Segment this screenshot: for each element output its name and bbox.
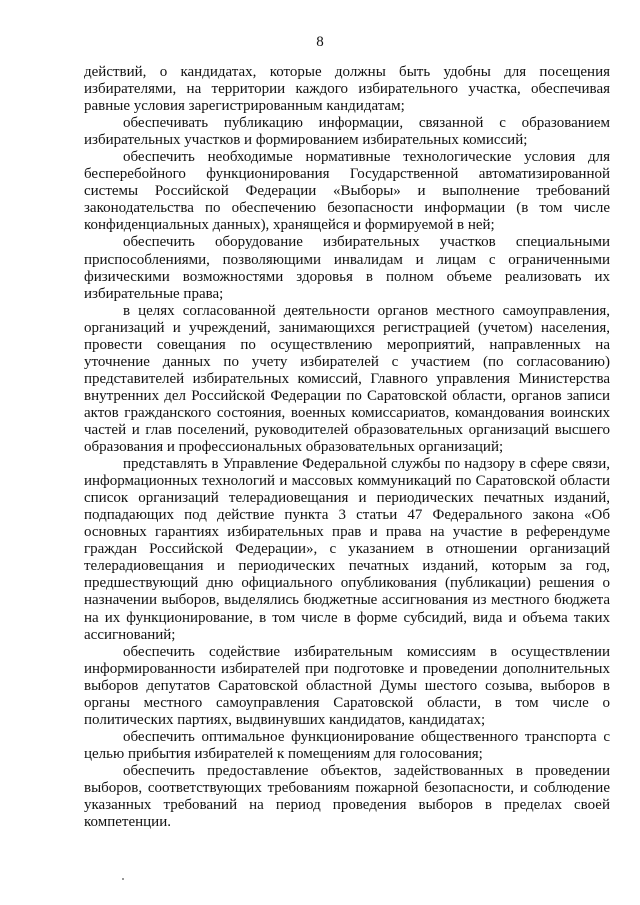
paragraph-media-list: представлять в Управление Федеральной службы по надзору в сфере связи, информационных технологий и массовых коммуникаций по Саратовской области список организаций телерадиовещания и периодических печатных изданий, подпадающих под действие пункта 3 статьи 47 Федерального закона «Об основных гарантиях избирательных прав и права на участие в референдуме граждан Российской Федерации», с указанием в отношении организаций телерадиовещания и периодических печатных изданий, которым за год, предшествующий дню официального опубликования (публикации) решения о назначении выборов, выделялись бюджетные ассигнования из местного бюджета на их функционирование, в том числе в форме субсидий, вида и объема таких ассигнований; xyxy=(84,456,610,643)
paragraph-publication: обеспечивать публикацию информации, связанной с образованием избирательных участков и формированием избирательных комиссий; xyxy=(84,115,610,149)
scan-speck xyxy=(122,878,124,880)
paragraph-public-transport: обеспечить оптимальное функционирование общественного транспорта с целью прибытия избирателей к помещениям для голосования; xyxy=(84,728,610,762)
paragraph-voter-information: обеспечить содействие избирательным комиссиям в осуществлении информированности избирателей при подготовке и проведении дополнительных выборов депутатов Саратовской областной Думы шестого созыва, выборов в органы местного самоуправления Саратовской области, в том числе о политических партиях, выдвинувших кандидатов, кандидатах; xyxy=(84,643,610,728)
paragraph-voter-registration: в целях согласованной деятельности органов местного самоуправления, организаций и учреждений, занимающихся регистрацией (учетом) населения, провести совещания по осуществлению мероприятий, направленных на уточнение данных по учету избирателей с участием (по согласованию) представителей избирательных комиссий, Главного управления Министерства внутренних дел Российской Федерации по Саратовской области, органов записи актов гражданского состояния, военных комиссариатов, командования воинских частей и глав поселений, руководителей образовательных организаций высшего образования и профессиональных образовательных организаций; xyxy=(84,302,610,456)
paragraph-continuation: действий, о кандидатах, которые должны быть удобны для посещения избирателями, на территории каждого избирательного участка, обеспечивая равные условия зарегистрированным кандидатам; xyxy=(84,64,610,115)
page-number: 8 xyxy=(316,34,324,50)
paragraph-gas-vybory: обеспечить необходимые нормативные технологические условия для бесперебойного функционирования Государственной автоматизированной системы Российской Федерации «Выборы» и выполнение требований законодательства по обеспечению безопасности информации (в том числе конфиденциальных данных), хранящейся и формируемой в ней; xyxy=(84,149,610,234)
paragraph-fire-safety: обеспечить предоставление объектов, задействованных в проведении выборов, соответствующих требованиям пожарной безопасности, и соблюдение указанных требований на период проведения выборов в пределах своей компетенции. xyxy=(84,762,610,831)
document-body xyxy=(84,64,610,831)
paragraph-accessibility: обеспечить оборудование избирательных участков специальными приспособлениями, позволяющими инвалидам и лицам с ограниченными физическими возможностями здоровья в полном объеме реализовать их избирательные права; xyxy=(84,234,610,302)
